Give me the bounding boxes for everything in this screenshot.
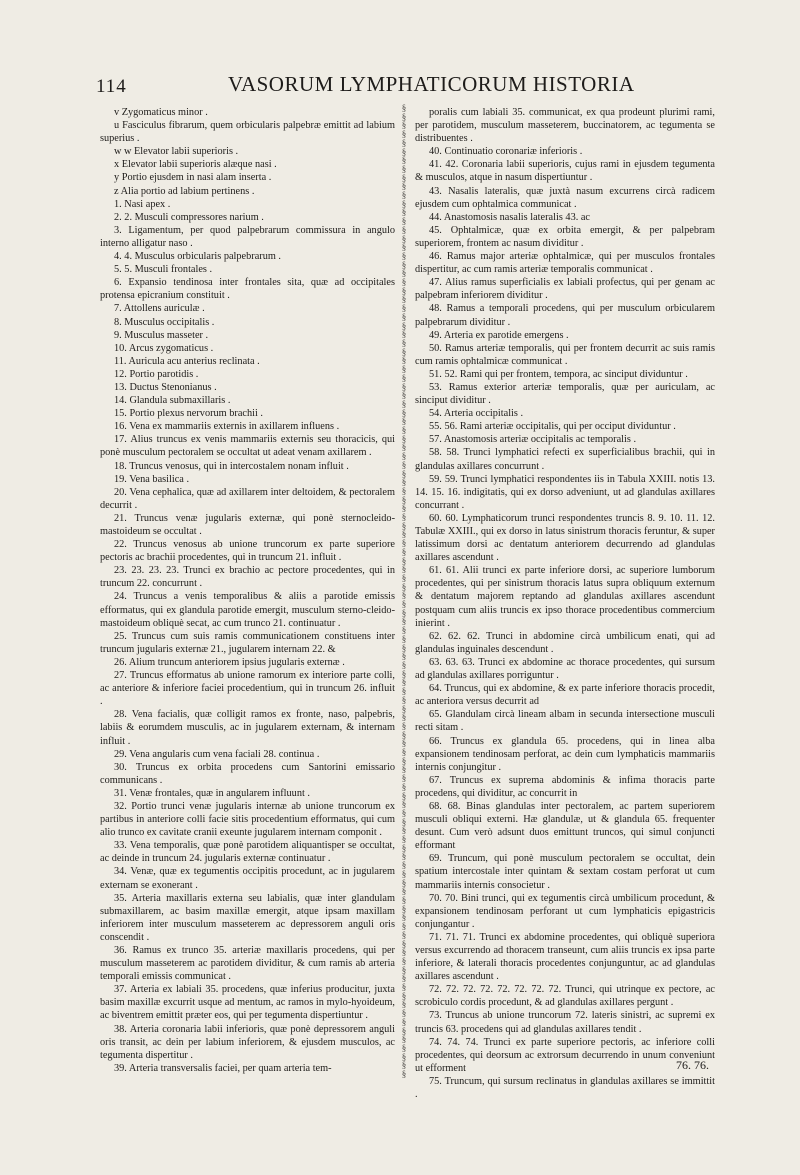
- ornament-glyph: §: [401, 1060, 407, 1071]
- legend-entry: 20. Vena cephalica, quæ ad axillarem inter deltoidem, & pectoralem decurrit .: [100, 486, 395, 511]
- ornament-glyph: §: [401, 103, 407, 113]
- ornament-glyph: §: [401, 860, 407, 871]
- legend-entry: poralis cum labiali 35. communicat, ex qua prodeunt plurimi rami, per parotidem, musculum masseterem, buccinatorem, ac tegumenta se distribuentes .: [415, 107, 715, 145]
- ornament-glyph: §: [401, 120, 407, 131]
- legend-entry: 48. Ramus a temporali procedens, qui per musculum orbicularem palpebrarum dividitur .: [415, 303, 715, 328]
- ornament-glyph: §: [401, 198, 407, 209]
- ornament-glyph: §: [401, 877, 407, 888]
- legend-entry: y Portio ejusdem in nasi alam inserta .: [114, 172, 272, 184]
- legend-entry: 7. Attollens auriculæ .: [114, 303, 205, 315]
- ornament-glyph: §: [401, 607, 407, 618]
- ornament-glyph: §: [401, 442, 407, 453]
- ornament-glyph: §: [401, 485, 407, 496]
- ornament-glyph: §: [401, 842, 407, 853]
- ornament-glyph: §: [401, 999, 407, 1010]
- ornament-glyph: §: [401, 277, 407, 288]
- legend-entry: 75. Truncum, qui sursum reclinatus in glandulas axillares se immittit .: [415, 1075, 715, 1101]
- ornament-glyph: §: [401, 207, 407, 218]
- legend-entry: 33. Vena temporalis, quæ ponè parotidem aliquantisper se occultat, ac deinde in truncum 24. jugularis externæ continuatur .: [100, 840, 395, 865]
- ornament-glyph: §: [401, 224, 407, 235]
- ornament-glyph: §: [401, 755, 407, 766]
- legend-entry: 4. 4. Musculus orbicularis palpebrarum .: [114, 251, 282, 263]
- ornament-glyph: §: [401, 520, 407, 531]
- ornament-glyph: §: [401, 816, 407, 827]
- ornament-glyph: §: [401, 146, 407, 157]
- legend-entry: 28. Vena facialis, quæ colligit ramos ex fronte, naso, palpebris, labiis & eorumdem musculis, ac in jugularem externam, & internam influit .: [100, 709, 395, 747]
- legend-entry: 44. Anastomosis nasalis lateralis 43. ac: [429, 211, 591, 223]
- legend-entry: 22. Truncus venosus ab unione truncorum ex parte superiore pectoris ac brachii procedentes, qui in truncum 21. influit .: [100, 539, 395, 564]
- legend-entry: 57. Anastomosis arteriæ occipitalis ac temporalis .: [429, 434, 637, 446]
- legend-entry: 72. 72. 72. 72. 72. 72. 72. 72. Trunci, qui utrinque ex pectore, ac scrobiculo cordis procedunt, & ad glandulas axillares pergunt .: [415, 984, 715, 1009]
- ornament-glyph: §: [401, 1034, 407, 1045]
- ornament-glyph: §: [401, 190, 407, 201]
- ornament-glyph: §: [401, 807, 407, 818]
- ornament-glyph: §: [401, 303, 407, 314]
- legend-entry: 15. Portio plexus nervorum brachii .: [114, 408, 263, 420]
- legend-entry: 45. Ophtalmicæ, quæ ex orbita emergit, & per palpebram superiorem, frontem ac nasum dividitur .: [415, 224, 715, 249]
- ornament-glyph: §: [401, 364, 407, 375]
- ornament-glyph: §: [401, 1008, 407, 1019]
- legend-entry: 3. Ligamentum, per quod palpebrarum commissura in angulo interno alligatur naso .: [100, 224, 395, 249]
- ornament-glyph: §: [401, 790, 407, 801]
- ornament-glyph: §: [401, 668, 407, 679]
- ornament-glyph: §: [401, 955, 407, 966]
- ornament-glyph: §: [401, 564, 407, 575]
- ornament-glyph: §: [401, 355, 407, 366]
- ornament-glyph: §: [401, 172, 407, 183]
- legend-entry: 23. 23. 23. 23. Trunci ex brachio ac pectore procedentes, qui in truncum 22. concurrunt .: [100, 565, 395, 590]
- legend-entry: 35. Arteria maxillaris externa seu labialis, quæ inter glandulam submaxillarem, ac basim maxillæ emergit, atque ipsam maxillam inferiorem inter musculum masseterem ac depressorem anguli oris conscendit .: [100, 892, 395, 943]
- ornament-glyph: §: [401, 546, 407, 557]
- ornament-glyph: §: [401, 155, 407, 166]
- ornament-glyph: §: [401, 712, 407, 723]
- ornament-glyph: §: [401, 686, 407, 697]
- ornament-glyph: §: [401, 799, 407, 810]
- ornament-glyph: §: [401, 694, 407, 705]
- legend-entry: 40. Continuatio coronariæ inferioris .: [429, 146, 583, 158]
- legend-entry: 46. Ramus major arteriæ ophtalmicæ, qui per musculos frontales dispertitur, ac cum ramis arteriæ temporalis communicat .: [415, 251, 715, 276]
- ornament-glyph: §: [401, 729, 407, 740]
- ornament-glyph: §: [401, 329, 407, 340]
- ornament-glyph: §: [401, 137, 407, 148]
- ornament-glyph: §: [401, 129, 407, 140]
- legend-entry: 59. 59. Trunci lymphatici respondentes iis in Tabula XXIII. notis 13. 14. 15. 16. indigitatis, qui ex dorso adveniunt, ut ad glandulas axillares concurrant .: [415, 473, 715, 511]
- ornament-glyph: §: [401, 512, 407, 523]
- ornament-glyph: §: [401, 259, 407, 270]
- ornament-glyph: §: [401, 868, 407, 879]
- legend-entry: 60. 60. Lymphaticorum trunci respondentes truncis 8. 9. 10. 11. 12. Tabulæ XXIII., qui ex dorso in latus sinistrum thoracis feruntur, & super latissimum dorsi ac dentatum anteriorem decurrendo ad glandulas axillares ascendunt .: [415, 512, 715, 564]
- legend-entry: 17. Alius truncus ex venis mammariis externis seu thoracicis, qui ponè musculum pectoralem se occultat ut adeat venam axillarem .: [100, 434, 395, 459]
- legend-entry: 55. 56. Rami arteriæ occipitalis, qui per occiput dividuntur .: [429, 421, 676, 433]
- ornament-glyph: §: [401, 616, 407, 627]
- ornament-glyph: §: [401, 407, 407, 418]
- ornament-glyph: §: [401, 625, 407, 636]
- legend-entry: 74. 74. 74. Trunci ex parte superiore pectoris, ac inferiore colli procedentes, qui deorsum ac extrorsum decurrendo in unum conveniunt ut efforment: [415, 1036, 715, 1074]
- legend-entry: 58. 58. Trunci lymphatici refecti ex superficialibus brachii, qui in glandulas axillares concurrunt .: [415, 447, 715, 472]
- ornament-glyph: §: [401, 738, 407, 749]
- legend-entry: 14. Glandula submaxillaris .: [114, 395, 231, 407]
- ornament-glyph: §: [401, 929, 407, 940]
- legend-entry: 73. Truncus ab unione truncorum 72. lateris sinistri, ac supremi ex truncis 63. procedens qui ad glandulas axillares tendit .: [415, 1010, 715, 1035]
- legend-entry: 24. Truncus a venis temporalibus & aliis a parotide emissis efformatus, qui ex glandula parotide emergit, musculum sterno-cleido-mastoideum obliquè secat, ac cum trunco 21. continuatur .: [100, 591, 395, 629]
- ornament-glyph: §: [401, 398, 407, 409]
- ornament-glyph: §: [401, 781, 407, 792]
- ornament-glyph: §: [401, 947, 407, 958]
- legend-entry: 32. Portio trunci venæ jugularis internæ ab unione truncorum ex partibus in anteriore colli facie sitis procedentium efformatus, qui cum alio trunco ex cavitate cranii exeunte jugularem internam componit .: [100, 800, 395, 839]
- ornament-glyph: §: [401, 903, 407, 914]
- ornament-glyph: §: [401, 494, 407, 505]
- legend-entry: 19. Vena basilica .: [114, 473, 190, 485]
- legend-entry: 18. Truncus venosus, qui in intercostalem nonam influit .: [114, 460, 349, 472]
- ornament-glyph: §: [401, 964, 407, 975]
- legend-entry: 26. Alium truncum anteriorem ipsius jugularis externæ .: [114, 656, 345, 668]
- ornament-glyph: §: [401, 372, 407, 383]
- ornament-glyph: §: [401, 1016, 407, 1027]
- ornament-glyph: §: [401, 1042, 407, 1053]
- ornament-glyph: §: [401, 660, 407, 670]
- ornament-glyph: §: [401, 825, 407, 836]
- legend-entry: 36. Ramus ex trunco 35. arteriæ maxillaris procedens, qui per musculum masseterem ac parotidem dividitur, & cum ramis ab arteria temporali emissis communicat .: [100, 945, 395, 983]
- ornament-glyph: §: [401, 834, 407, 845]
- right-column: [415, 106, 715, 1101]
- legend-entry: 54. Arteria occipitalis .: [429, 408, 524, 420]
- legend-entry: 67. Truncus ex suprema abdominis & infima thoracis parte procedens, qui dividitur, ac concurrit in: [415, 774, 715, 799]
- ornament-glyph: §: [401, 216, 407, 227]
- legend-entry: 64. Truncus, qui ex abdomine, & ex parte inferiore thoracis procedit, ac anteriora versus decurrit ad: [415, 683, 715, 708]
- ornament-glyph: §: [401, 242, 407, 253]
- ornament-glyph: §: [401, 381, 407, 392]
- ornament-glyph: §: [401, 747, 407, 758]
- ornament-glyph: §: [401, 416, 407, 427]
- ornament-glyph: §: [401, 764, 407, 775]
- legend-entry: 70. 70. Bini trunci, qui ex tegumentis circà umbilicum procedunt, & expansionem tendinosam perforant ut cum lymphaticis epigastricis conjungantur .: [415, 892, 715, 930]
- legend-entry: 71. 71. 71. Trunci ex abdomine procedentes, qui obliquè superiora versus excurrendo ad thoracem transeunt, cum aliis truncis ex ipsa parte inferiore, & laterali thoracis procedentes conjunguntur, ac ad glandulas axillares ascendunt .: [415, 931, 715, 983]
- legend-entry: 29. Vena angularis cum vena faciali 28. continua .: [114, 748, 320, 760]
- ornament-glyph: §: [401, 233, 407, 244]
- legend-entry: 11. Auricula acu anterius reclinata .: [114, 355, 260, 367]
- legend-entry: 65. Glandulam circà lineam albam in secunda intersectione musculi recti sitam .: [415, 709, 715, 734]
- legend-entry: 1. Nasi apex .: [114, 198, 171, 210]
- ornament-glyph: §: [401, 425, 407, 436]
- ornament-glyph: §: [401, 337, 407, 348]
- ornament-glyph: §: [401, 572, 407, 583]
- legend-entry: 21. Truncus venæ jugularis externæ, qui ponè sternocleido-mastoideum se occultat .: [100, 512, 395, 537]
- running-title: VASORUM LYMPHATICORUM HISTORIA: [228, 72, 635, 96]
- legend-entry: 39. Arteria transversalis faciei, per quam arteria tem-: [114, 1062, 332, 1074]
- legend-entry: 27. Truncus efformatus ab unione ramorum ex interiore parte colli, ac anteriore & inferiore faciei procedentium, qui in truncum 26. influit .: [100, 670, 395, 708]
- ornament-glyph: §: [401, 459, 407, 470]
- legend-entry: 6. Expansio tendinosa inter frontales sita, quæ ad occipitales protensa epicranium constituit .: [100, 277, 395, 302]
- legend-entry: 5. 5. Musculi frontales .: [114, 264, 213, 276]
- ornament-glyph: §: [401, 433, 407, 444]
- legend-entry: 68. 68. Binas glandulas inter pectoralem, ac partem superiorem musculi obliqui externi. Hæ glandulæ, ut & glandula 65. frequenter desunt. Cum verò adsunt duos emittunt truncos, qui simul conjuncti efformant: [415, 800, 715, 852]
- ornament-glyph: §: [401, 938, 407, 949]
- catchword: 76. 76.: [676, 1058, 709, 1072]
- ornament-glyph: §: [401, 651, 407, 662]
- ornament-glyph: §: [401, 477, 407, 488]
- legend-entry: x Elevator labii superioris alæque nasi .: [114, 159, 277, 171]
- ornament-glyph: §: [401, 886, 407, 897]
- ornament-glyph: §: [401, 163, 407, 174]
- legend-entry: 10. Arcus zygomaticus .: [114, 342, 214, 354]
- legend-entry: v Zygomaticus minor .: [114, 107, 208, 118]
- ornament-glyph: §: [401, 912, 407, 923]
- ornament-glyph: §: [401, 181, 407, 192]
- ornament-glyph: §: [401, 581, 407, 592]
- legend-entry: 9. Musculus masseter .: [114, 329, 209, 341]
- ornament-glyph: §: [401, 451, 407, 462]
- ornament-glyph: §: [401, 390, 407, 401]
- ornament-glyph: §: [401, 468, 407, 479]
- legend-entry: 16. Vena ex mammariis externis in axillarem influens .: [114, 421, 340, 433]
- legend-entry: z Alia portio ad labium pertinens .: [114, 185, 255, 197]
- ornament-glyph: §: [401, 250, 407, 261]
- ornament-glyph: §: [401, 973, 407, 984]
- legend-entry: u Fasciculus fibrarum, quem orbicularis palpebræ emittit ad labium superius .: [100, 120, 395, 145]
- ornament-glyph: §: [401, 1051, 407, 1062]
- page-number: 114: [96, 76, 127, 97]
- ornament-glyph: §: [401, 294, 407, 305]
- legend-entry: 50. Ramus arteriæ temporalis, qui per frontem decurrit ac suis ramis cum ramis ophtalmicæ communicat .: [415, 342, 715, 367]
- ornament-glyph: §: [401, 642, 407, 653]
- ornament-glyph: §: [401, 677, 407, 688]
- ornament-glyph: §: [401, 720, 407, 731]
- left-column: [100, 106, 395, 1075]
- ornament-glyph: §: [401, 990, 407, 1001]
- ornament-glyph: §: [401, 1025, 407, 1036]
- ornament-glyph: §: [401, 703, 407, 714]
- ornament-glyph: §: [401, 921, 407, 932]
- legend-entry: 63. 63. 63. Trunci ex abdomine ac thorace procedentes, qui sursum ad glandulas axillares porriguntur .: [415, 656, 715, 682]
- ornament-glyph: §: [401, 773, 407, 784]
- ornamental-column-rule: [399, 103, 409, 1080]
- legend-entry: 25. Truncus cum suis ramis communicationem constituens inter truncum jugularis externæ 21., jugularem internam 22. &: [100, 630, 395, 655]
- legend-entry: 30. Truncus ex orbita procedens cum Santorini emissario communicans .: [100, 761, 395, 786]
- ornament-glyph: §: [401, 590, 407, 601]
- legend-entry: 41. 42. Coronaria labii superioris, cujus rami in ejusdem tegumenta & musculos, atque in nasum dispertiuntur .: [415, 159, 715, 184]
- legend-entry: 49. Arteria ex parotide emergens .: [429, 329, 569, 341]
- ornament-glyph: §: [401, 285, 407, 296]
- legend-entry: 12. Portio parotidis .: [114, 368, 199, 380]
- ornament-glyph: §: [401, 538, 407, 549]
- legend-entry: 53. Ramus exterior arteriæ temporalis, quæ per auriculam, ac sinciput dividitur .: [415, 381, 715, 407]
- ornament-glyph: §: [401, 346, 407, 357]
- legend-entry: 2. 2. Musculi compressores narium .: [114, 211, 264, 223]
- legend-entry: 8. Musculus occipitalis .: [114, 316, 215, 328]
- legend-entry: 43. Nasalis lateralis, quæ juxtà nasum excurrens circà radicem ejusdem cum ophtalmica communicat .: [415, 185, 715, 210]
- legend-entry: 37. Arteria ex labiali 35. procedens, quæ inferius producitur, juxta basim maxillæ excurrit usque ad mentum, ac ramos in mylo-hyoideum, ac biventrem emittit præter eos, qui per tegumenta dispertiuntur .: [100, 984, 395, 1022]
- legend-entry: 38. Arteria coronaria labii inferioris, quæ ponè depressorem anguli oris transit, ac dein per labium inferiorem, & ejusdem musculos, ac tegumenta dispertitur .: [100, 1023, 395, 1061]
- legend-entry: 31. Venæ frontales, quæ in angularem influunt .: [114, 787, 310, 799]
- legend-entry: 34. Venæ, quæ ex tegumentis occipitis procedunt, ac in jugularem externam se exonerant .: [100, 866, 395, 891]
- ornament-glyph: §: [401, 982, 407, 993]
- ornament-glyph: §: [401, 320, 407, 331]
- ornament-glyph: §: [401, 311, 407, 322]
- legend-entry: 61. 61. Alii trunci ex parte inferiore dorsi, ac superiore lumborum procedentes, qui per sinistrum thoracis latus supra obliquum externum & dentatum majorem reptando ad glandulas axillares ascendunt postquam cum aliis truncis ex ipso thorace procedentibus commercium inierint .: [415, 565, 715, 629]
- legend-entry: 62. 62. 62. Trunci in abdomine circà umbilicum enati, qui ad glandulas inguinales descendunt .: [415, 630, 715, 655]
- legend-entry: 66. Truncus ex glandula 65. procedens, qui in linea alba expansionem tendinosam perforat, ac dein cum lymphaticis mammariis internis conjungitur .: [415, 735, 715, 773]
- ornament-glyph: §: [401, 529, 407, 540]
- ornament-glyph: §: [401, 111, 407, 122]
- legend-entry: 13. Ductus Stenonianus .: [114, 381, 217, 393]
- legend-entry: w w Elevator labii superioris .: [114, 146, 239, 158]
- ornament-glyph: §: [401, 503, 407, 514]
- ornament-glyph: §: [401, 555, 407, 566]
- ornament-glyph: §: [401, 633, 407, 644]
- ornament-glyph: §: [401, 894, 407, 905]
- ornament-glyph: §: [401, 599, 407, 610]
- legend-entry: 69. Truncum, qui ponè musculum pectoralem se occultat, dein spatium intercostale inter quintam & sextam costam perforat ut cum mammariis internis consocietur .: [415, 853, 715, 891]
- ornament-glyph: §: [401, 268, 407, 279]
- legend-entry: 51. 52. Rami qui per frontem, tempora, ac sinciput dividuntur .: [429, 368, 688, 380]
- legend-entry: 47. Alius ramus superficialis ex labiali profectus, qui per genam ac palpebram inferiorem dividitur .: [415, 277, 715, 302]
- ornament-glyph: §: [401, 1069, 407, 1080]
- ornament-glyph: §: [401, 851, 407, 862]
